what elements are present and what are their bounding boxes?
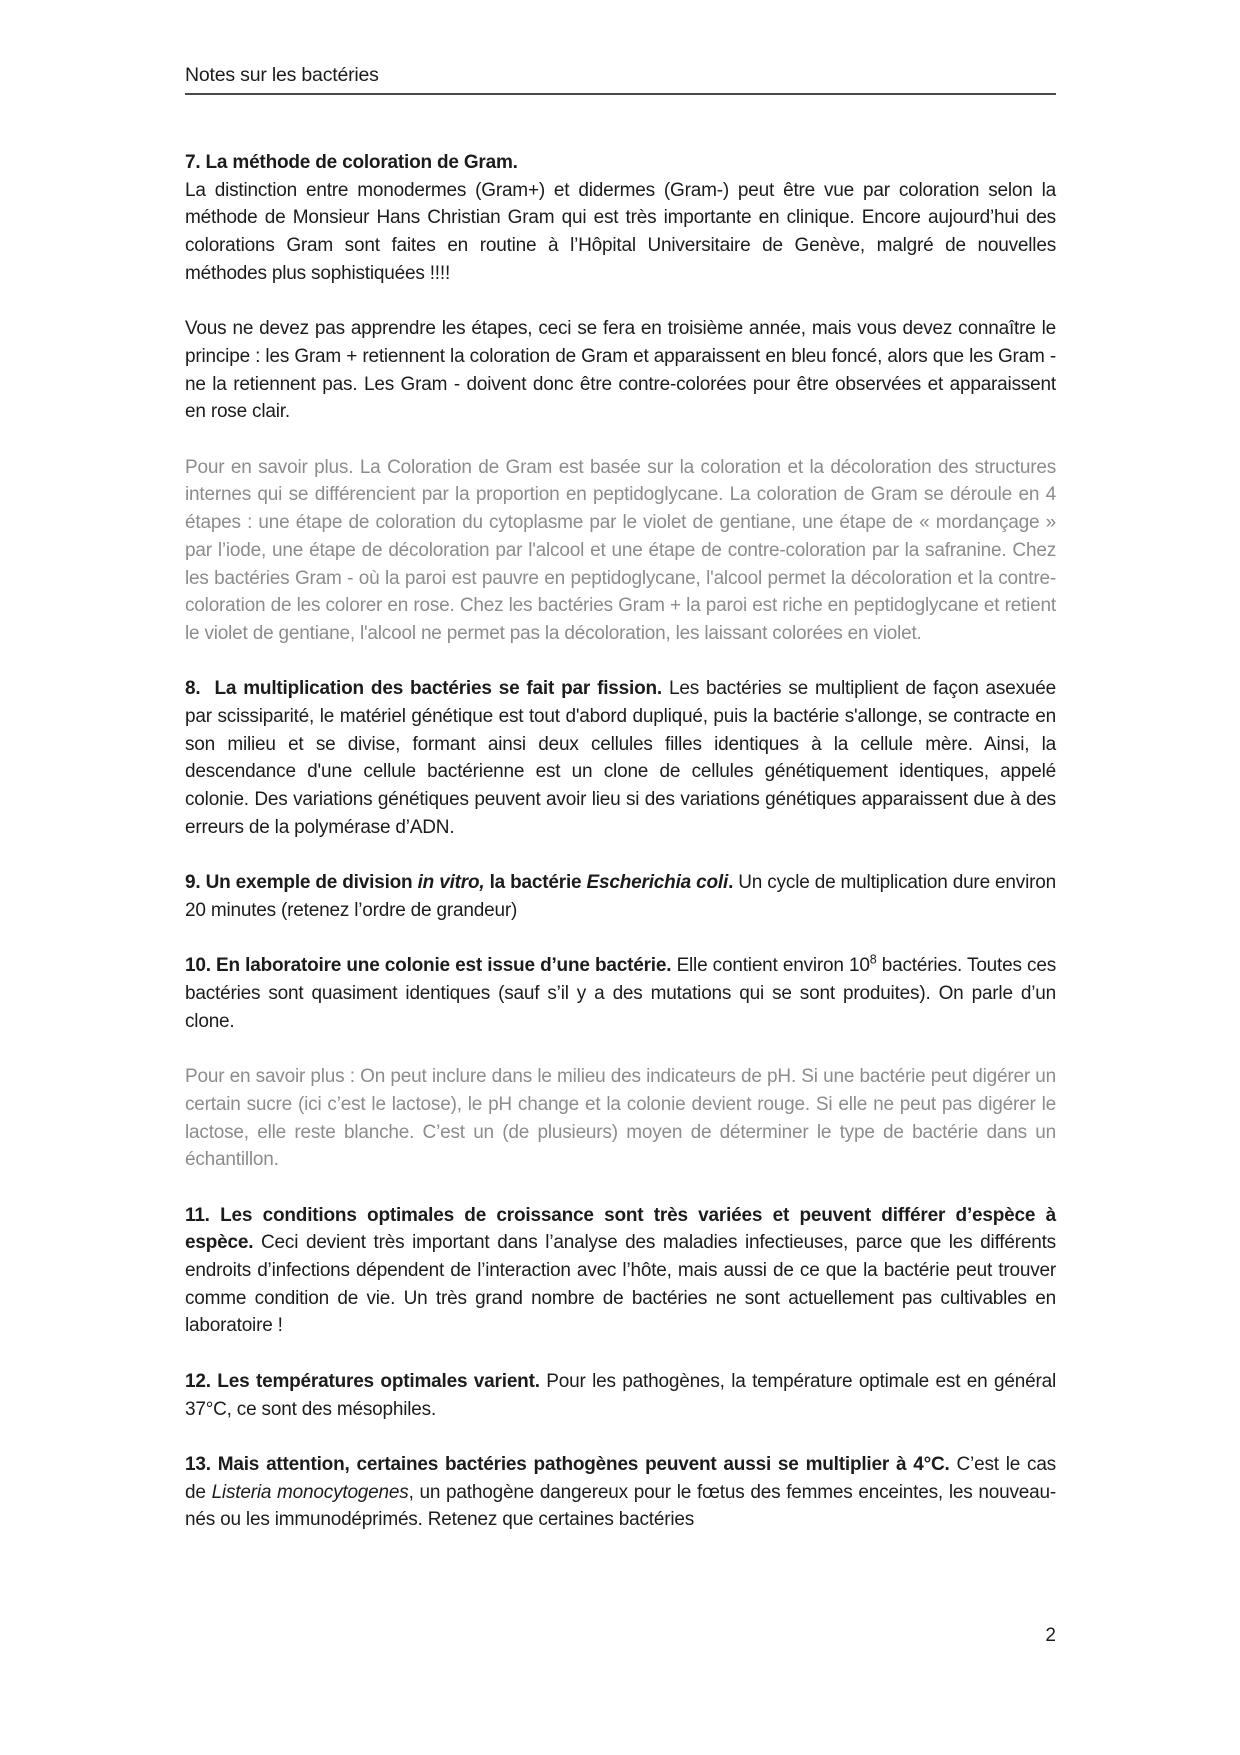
paragraph-9-lead2: la bactérie xyxy=(484,872,587,894)
paragraph-9-body xyxy=(185,869,1056,924)
paragraph-principle-body: Vous ne devez pas apprendre les étapes, ceci se fera en troisième année, mais vous devez connaître le principe : les Gram + retiennent la coloration de Gram et apparaissent en bleu foncé, alors que les Gram - ne la retiennent pas. Les Gram - doivent donc être contre-colorées pour être observées et apparaissent en rose clair. xyxy=(185,318,1056,423)
paragraph-12-lead: 12. Les températures optimales varient. xyxy=(185,1370,540,1392)
paragraph-10-rest1: Elle contient environ 10 xyxy=(671,955,870,977)
paragraph-13-body xyxy=(185,1451,1056,1534)
paragraph-gram-details-muted xyxy=(185,454,1056,648)
paragraph-11 xyxy=(185,1202,1056,1341)
paragraph-13-rest1: C’est le cas de xyxy=(185,1453,1056,1503)
paragraph-11-rest: Ceci devient très important dans l’analyse des maladies infectieuses, parce que les différents endroits d’infections dépendent de l’interaction avec l’hôte, mais aussi de ce que la bactérie peut trouver comme condition de vie. Un très grand nombre de bactéries ne sont actuellement pas cultivables en laboratoire ! xyxy=(185,1232,1056,1337)
header-title: Notes sur les bactéries xyxy=(185,64,379,86)
paragraph-10-exponent: 8 xyxy=(869,952,877,967)
paragraph-10-body xyxy=(185,952,1056,1035)
paragraph-9-invitro: in vitro, xyxy=(417,872,485,894)
document-body xyxy=(185,149,1056,1534)
paragraph-7 xyxy=(185,149,1056,288)
paragraph-ph-details-body: Pour en savoir plus : On peut inclure dans le milieu des indicateurs de pH. Si une bactérie peut digérer un certain sucre (ici c’est le lactose), le pH change et la colonie devient rouge. Si elle ne peut pas digérer le lactose, elle reste blanche. C’est un (de plusieurs) moyen de déterminer le type de bactérie dans un échantillon. xyxy=(185,1066,1056,1171)
paragraph-9-species: Escherichia coli xyxy=(586,872,729,894)
header-rule xyxy=(185,93,1056,95)
paragraph-gram-details-body: Pour en savoir plus. La Coloration de Gram est basée sur la coloration et la décoloration des structures internes qui se différencient par la proportion en peptidoglycane. La coloration de Gram se déroule en 4 étapes : une étape de coloration du cytoplasme par le violet de gentiane, une étape de « mordançage » par l’iode, une étape de décoloration par l'alcool et une étape de contre-coloration par la safranine. Chez les bactéries Gram - où la paroi est pauvre en peptidoglycane, l'alcool permet la décoloration et la contre-coloration de les colorer en rose. Chez les bactéries Gram + la paroi est riche en peptidoglycane et retient le violet de gentiane, l'alcool ne permet pas la décoloration, les laissant colorées en violet. xyxy=(185,456,1056,644)
paragraph-13-rest2: , un pathogène dangereux pour le fœtus des femmes enceintes, les nouveau-nés ou les immunodéprimés. Retenez que certaines bactéries xyxy=(185,1481,1056,1531)
paragraph-10 xyxy=(185,952,1056,1035)
paragraph-8 xyxy=(185,675,1056,841)
paragraph-principle xyxy=(185,315,1056,426)
paragraph-12-body xyxy=(185,1368,1056,1423)
paragraph-12 xyxy=(185,1368,1056,1423)
paragraph-12-rest: Pour les pathogènes, la température optimale est en général 37°C, ce sont des mésophiles. xyxy=(185,1370,1056,1420)
paragraph-8-lead: 8. La multiplication des bactéries se fait par fission. xyxy=(185,678,663,700)
paragraph-7-body: La distinction entre monodermes (Gram+) et didermes (Gram-) peut être vue par coloration selon la méthode de Monsieur Hans Christian Gram qui est très importante en clinique. Encore aujourd’hui des colorations Gram sont faites en routine à l’Hôpital Universitaire de Genève, malgré de nouvelles méthodes plus sophistiquées !!!! xyxy=(185,179,1056,284)
paragraph-10-rest2: bactéries. Toutes ces bactéries sont quasiment identiques (sauf s’il y a des mutations qui se sont produites). On parle d’un clone. xyxy=(185,955,1056,1032)
paragraph-ph-details-muted xyxy=(185,1063,1056,1174)
page-header xyxy=(185,62,1056,95)
paragraph-10-lead: 10. En laboratoire une colonie est issue d’une bactérie. xyxy=(185,955,672,977)
page-number: 2 xyxy=(1045,1625,1056,1646)
paragraph-9-rest: Un cycle de multiplication dure environ 20 minutes (retenez l’ordre de grandeur) xyxy=(185,872,1056,921)
paragraph-8-rest: Les bactéries se multiplient de façon asexuée par scissiparité, le matériel génétique est tout d'abord dupliqué, puis la bactérie s'allonge, se contracte en son milieu et se divise, formant ainsi deux cellules filles identiques à la cellule mère. Ainsi, la descendance d'une cellule bactérienne est un clone de cellules génétiquement identiques, appelé colonie. Des variations génétiques peuvent avoir lieu si des variations génétiques apparaissent due à des erreurs de la polymérase d’ADN. xyxy=(185,678,1056,838)
paragraph-9 xyxy=(185,869,1056,924)
paragraph-11-body xyxy=(185,1202,1056,1341)
paragraph-9-lead: 9. Un exemple de division xyxy=(185,872,418,894)
paragraph-9-period: . xyxy=(728,872,739,894)
paragraph-7-heading: 7. La méthode de coloration de Gram. xyxy=(185,152,518,173)
paragraph-13-species: Listeria monocytogenes xyxy=(211,1481,409,1503)
paragraph-13 xyxy=(185,1451,1056,1534)
paragraph-11-lead: 11. Les conditions optimales de croissance sont très variées et peuvent différer d’espèce à espèce. xyxy=(185,1204,1056,1254)
paragraph-8-body xyxy=(185,675,1056,841)
paragraph-13-lead: 13. Mais attention, certaines bactéries pathogènes peuvent aussi se multiplier à 4°C. xyxy=(185,1453,950,1475)
